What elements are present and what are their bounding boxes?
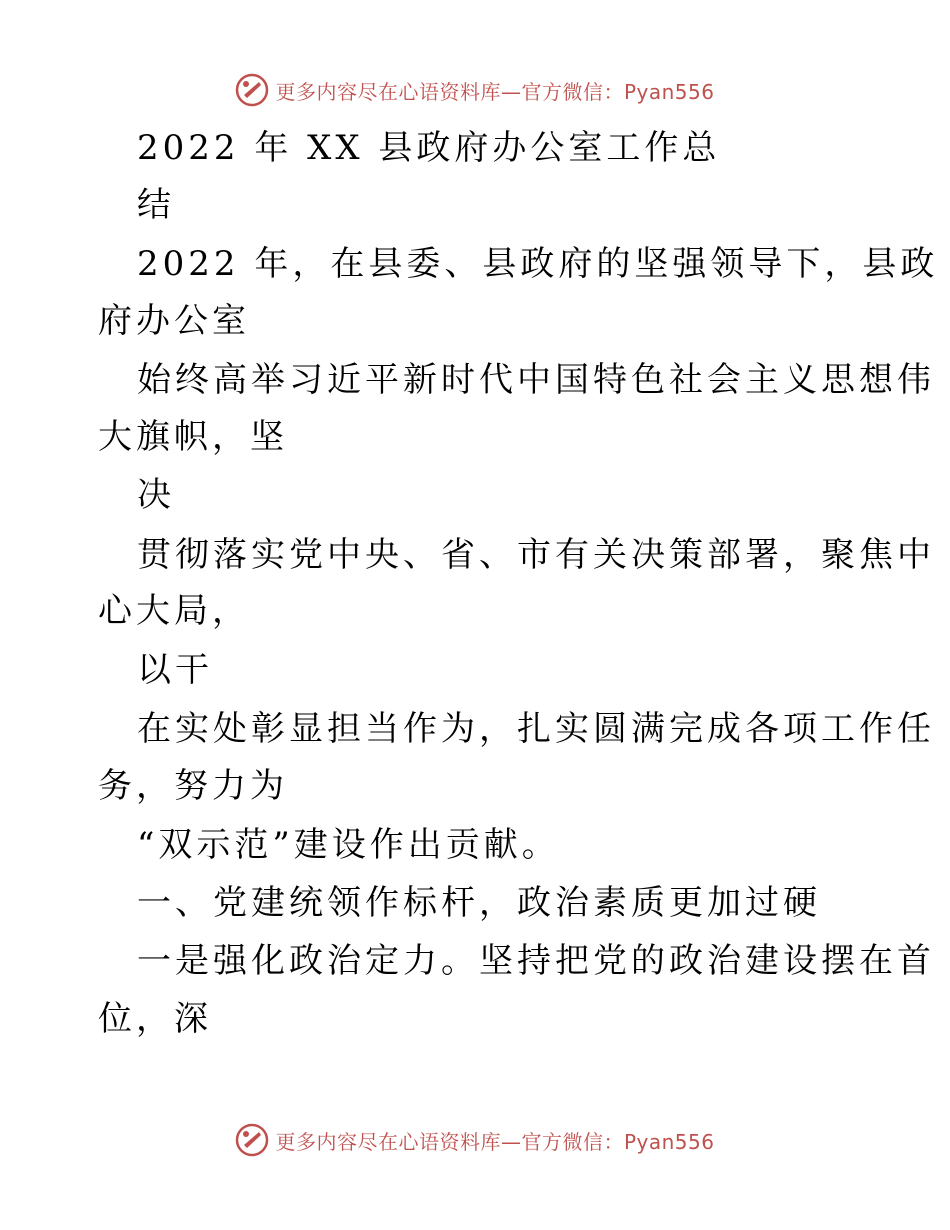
paragraph-line: “双示范”建设作出贡献。 [137, 825, 560, 865]
paragraph-line: 心大局， [98, 591, 250, 631]
banner-text: 更多内容尽在心语资料库—官方微信：Pyan556 [275, 1129, 715, 1154]
footer-banner [0, 1120, 950, 1160]
paragraph-line: 2022 年，在县委、县政府的坚强领导下，县政 [137, 244, 939, 284]
paragraph-line: 务，努力为 [98, 766, 288, 806]
paragraph-line: 贯彻落实党中央、省、市有关决策部署，聚焦中 [137, 535, 935, 575]
paragraph-line: 位，深 [98, 999, 212, 1039]
paragraph-line: 决 [137, 475, 175, 515]
title-line-2: 结 [137, 185, 175, 225]
banner-text: 更多内容尽在心语资料库—官方微信：Pyan556 [275, 79, 715, 104]
paragraph-line: 在实处彰显担当作为，扎实圆满完成各项工作任 [137, 709, 935, 749]
paragraph-line: 大旗帜，坚 [98, 417, 288, 457]
paragraph-line: 一是强化政治定力。坚持把党的政治建设摆在首 [137, 941, 935, 981]
title-line-1: 2022 年 XX 县政府办公室工作总 [137, 128, 721, 168]
logo-icon [235, 1123, 269, 1157]
paragraph-line: 始终高举习近平新时代中国特色社会主义思想伟 [137, 360, 935, 400]
section-heading: 一、党建统领作标杆，政治素质更加过硬 [137, 883, 821, 923]
paragraph-line: 府办公室 [98, 301, 250, 341]
paragraph-line: 以干 [137, 650, 213, 690]
